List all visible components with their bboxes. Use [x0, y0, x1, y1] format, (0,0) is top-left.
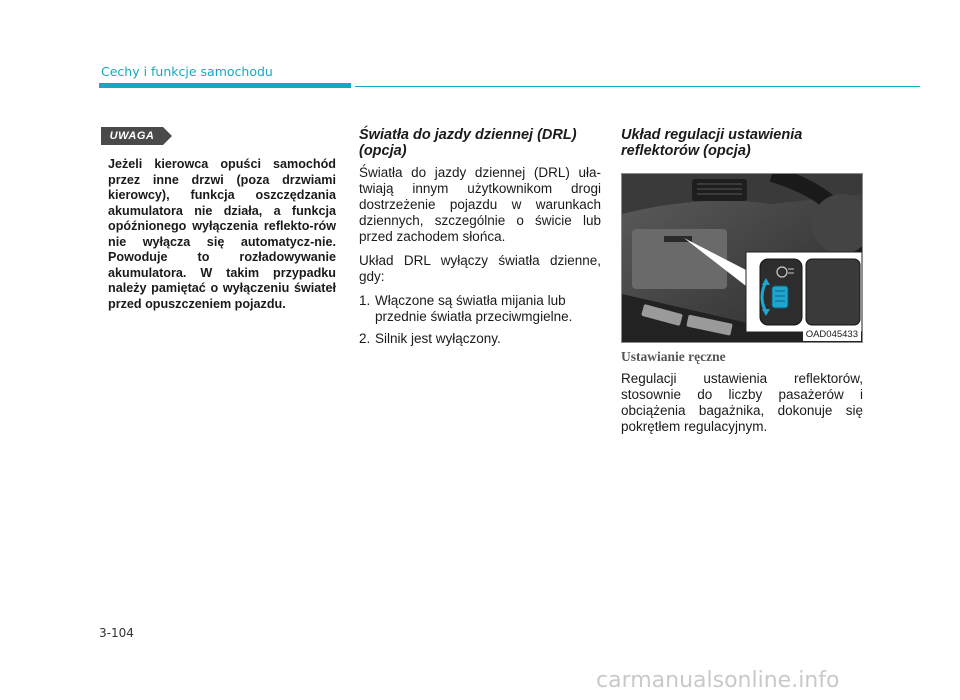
warning-text: Jeżeli kierowca opuści samochód przez inne drzwi (poza drzwiami kierowcy), funkcja oszczędzania akumulatora nie działa, a funkcja opóźnionego wyłączenia reflekto-rów nie wyłącza się automatycz-nie. Powoduje to rozładowywanie akumulatora. W takim przypadku należy pamiętać o wyłączeniu świateł przed opuszczeniem pojazdu. — [108, 157, 336, 311]
list-item-text: Silnik jest wyłączony. — [375, 331, 501, 346]
drl-conditions-intro: Układ DRL wyłączy światła dzienne, gdy: — [359, 253, 601, 284]
list-item-number: 1. — [359, 293, 371, 308]
header-rule-accent — [99, 83, 351, 88]
warning-badge: UWAGA — [101, 127, 163, 145]
leveling-section — [621, 127, 863, 443]
dashboard-photo — [621, 173, 863, 343]
dashboard-illustration — [622, 174, 862, 342]
list-item — [359, 293, 601, 325]
figure-code: OAD045433 — [803, 329, 861, 341]
chapter-title: Cechy i funkcje samochodu — [101, 64, 273, 79]
list-item-text: Włączone są światła mijania lub przednie światła przeciwmgielne. — [375, 293, 573, 324]
list-item — [359, 331, 601, 347]
header-rule — [355, 86, 920, 87]
leveling-paragraph: Regulacji ustawienia reflektorów, stosownie do liczby pasażerów i obciążenia bagażnika, dokonuje się pokrętłem regulacyjnym. — [621, 371, 863, 434]
manual-adjustment-heading: Ustawianie ręczne — [621, 349, 726, 364]
leveling-heading: Układ regulacji ustawienia reflektorów (opcja) — [621, 127, 803, 159]
drl-paragraph: Światła do jazdy dziennej (DRL) uła-twiają innym użytkownikom drogi dostrzeżenie pojazdu w warunkach dziennych, szczególnie o świcie lub przed zachodem słońca. — [359, 165, 601, 244]
drl-section — [359, 127, 601, 353]
watermark: carmanualsonline.info — [596, 668, 840, 693]
list-item-number: 2. — [359, 331, 371, 346]
drl-heading: Światła do jazdy dziennej (DRL) (opcja) — [359, 127, 577, 159]
page-number: 3-104 — [99, 626, 134, 640]
